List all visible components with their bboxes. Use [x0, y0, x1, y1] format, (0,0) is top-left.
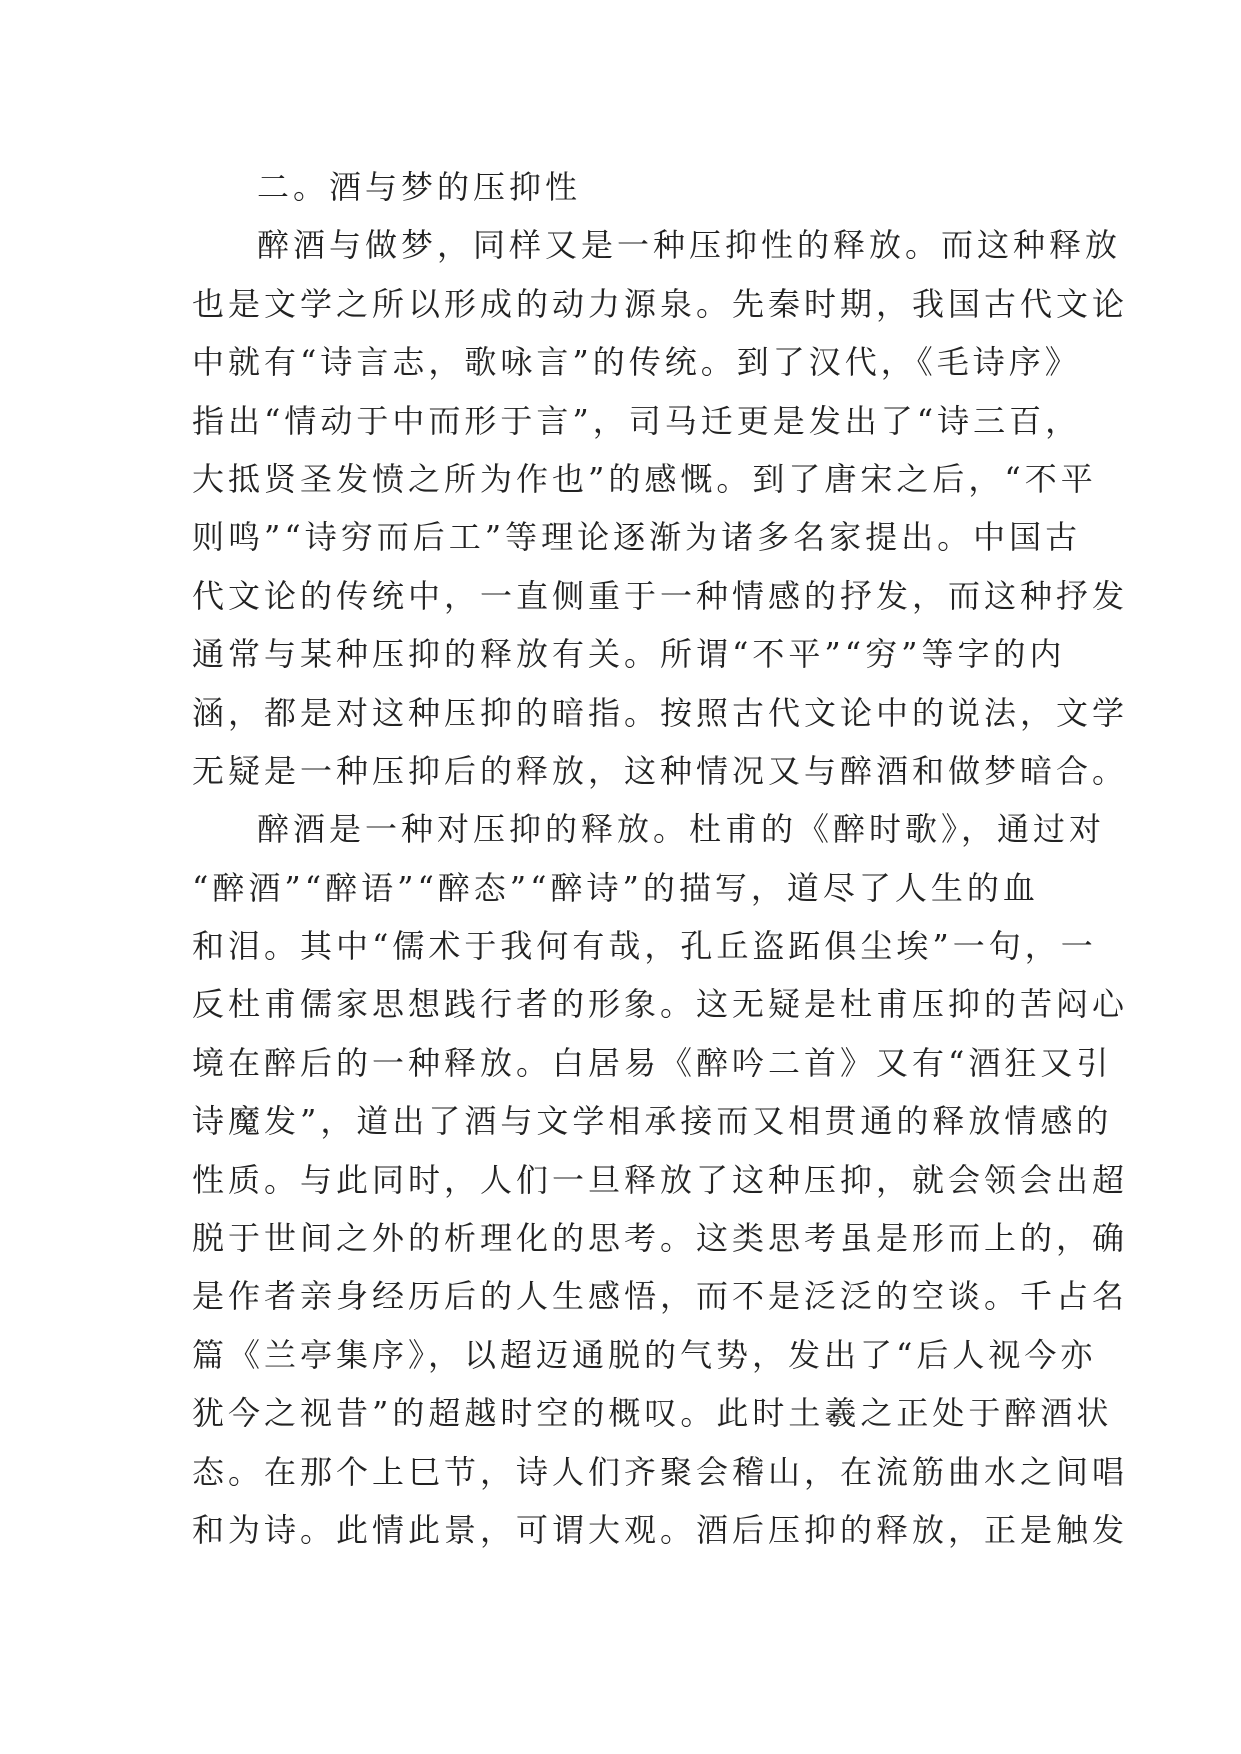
paragraph-line: “醉酒”“醉语”“醉态”“醉诗”的描写，道尽了人生的血 [192, 868, 1039, 907]
paragraph-line: 代文论的传统中，一直侧重于一种情感的抒发，而这种抒发 [192, 576, 1129, 615]
paragraph-line: 篇《兰亭集序》，以超迈通脱的气势，发出了“后人视今亦 [192, 1335, 1097, 1374]
paragraph-line: 也是文学之所以形成的动力源泉。先秦时期，我国古代文论 [192, 284, 1129, 323]
paragraph-line: 大抵贤圣发愤之所为作也”的感慨。到了唐宋之后，“不平 [192, 459, 1097, 498]
paragraph-line: 犹今之视昔”的超越时空的概叹。此时土羲之正处于醉酒状 [192, 1394, 1113, 1433]
paragraph-line: 涵，都是对这种压抑的暗指。按照古代文论中的说法，文学 [192, 693, 1129, 732]
paragraph-line: 诗魔发”，道出了酒与文学相承接而又相贯通的释放情感的 [192, 1102, 1113, 1141]
section-heading: 二。酒与梦的压抑性 [257, 168, 582, 206]
paragraph-line: 则鸣”“诗穷而后工”等理论逐渐为诸多名家提出。中国古 [192, 518, 1082, 557]
paragraph-line: 通常与某种压抑的释放有关。所谓“不平”“穷”等字的内 [192, 635, 1066, 674]
paragraph-line: 境在醉后的一种释放。白居易《醉吟二首》又有“酒狂又引 [192, 1043, 1113, 1082]
paragraph-line: 反杜甫儒家思想践行者的形象。这无疑是杜甫压抑的苦闷心 [192, 985, 1129, 1024]
paragraph-line: 指出“情动于中而形于言”，司马迁更是发出了“诗三百， [192, 401, 1082, 440]
paragraph-line: 和为诗。此情此景，可谓大观。酒后压抑的释放，正是触发 [192, 1510, 1129, 1549]
paragraph-line: 脱于世间之外的析理化的思考。这类思考虽是形而上的，确 [192, 1219, 1129, 1258]
paragraph-line: 中就有“诗言志，歌咏言”的传统。到了汉代，《毛诗序》 [192, 343, 1081, 382]
paragraph-line: 是作者亲身经历后的人生感悟，而不是泛泛的空谈。千占名 [192, 1277, 1129, 1316]
document-body [192, 158, 1129, 1559]
paragraph-line: 态。在那个上巳节，诗人们齐聚会稽山，在流筋曲水之间唱 [192, 1452, 1129, 1491]
paragraph-line: 无疑是一种压抑后的释放，这种情况又与醉酒和做梦暗合。 [192, 751, 1129, 790]
paragraph-line: 醉酒是一种对压抑的释放。杜甫的《醉时歌》，通过对 [257, 810, 1106, 849]
paragraph-line: 醉酒与做梦，同样又是一种压抑性的释放。而这种释放 [257, 226, 1122, 265]
paragraph-line: 性质。与此同时，人们一旦释放了这种压抑，就会领会出超 [192, 1160, 1129, 1199]
paragraph-line: 和泪。其中“儒术于我何有哉，孔丘盗跖俱尘埃”一句，一 [192, 927, 1097, 966]
